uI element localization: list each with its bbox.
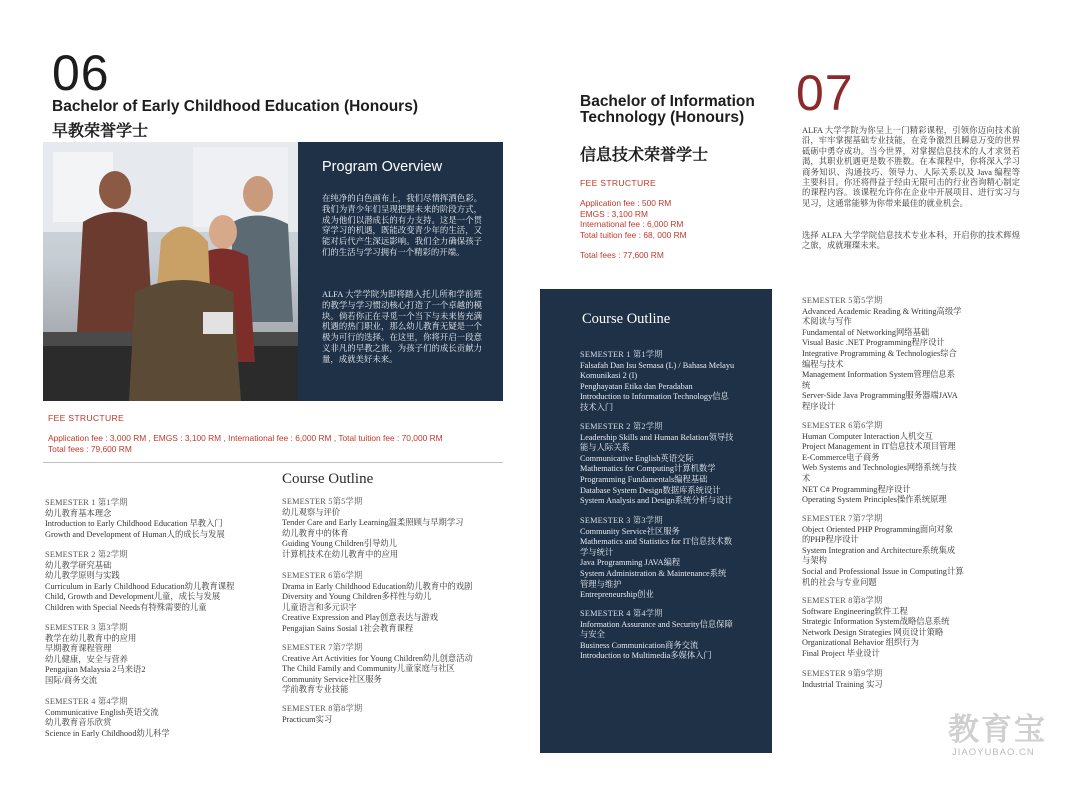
course-item: 幼儿教学研究基础	[45, 560, 112, 570]
semester-title: SEMESTER 2 第2学期	[45, 550, 128, 559]
course-item: Final Project 毕业设计	[802, 648, 880, 658]
course-item: Child, Growth and Development儿童，成长与发展	[45, 592, 221, 602]
course-item: Curriculum in Early Childhood Education幼儿教育课程	[45, 581, 235, 591]
program-overview-paragraph-2: ALFA 大学学院为即将踏入托儿所和学前班的教学与学习惯动核心打造了一个卓越的模块。倘若你正在寻觅一个当下与未来皆充满机遇的热门职业，那么幼儿教育无疑是一个极为可行的选择。在这里，你将开启一段意义非凡的早教之旅，为孩子们的成长贡献力量，成就美好未来。	[322, 290, 482, 364]
course-item: Community Service社区服务	[282, 674, 382, 684]
semester-title: SEMESTER 5第5学期	[282, 497, 363, 506]
semester-title: SEMESTER 8第8学期	[802, 596, 883, 605]
course-item: Network Design Strategies 网页设计策略	[802, 627, 944, 637]
course-item: Leadership Skills and Human Relation领导技	[580, 432, 734, 442]
course-item: System Analysis and Design系统分析与设计	[580, 496, 733, 506]
course-item: 的PHP程序设计	[802, 535, 859, 545]
course-item: 统	[802, 380, 811, 390]
it-course-outline-heading: Course Outline	[582, 311, 671, 327]
it-semester-3-block	[580, 516, 760, 601]
course-item: Pengajian Malaysia 2马来语2	[45, 665, 146, 675]
fee-line-1: Application fee : 3,000 RM , EMGS : 3,100 RM , International fee : 6,000 RM , Total tuition fee : 70,000 RM	[48, 433, 443, 443]
program-overview-box	[298, 142, 503, 401]
course-item: 国际/商务交流	[45, 675, 98, 685]
course-item: 幼儿教育音乐欣赏	[45, 718, 112, 728]
course-item: Fundamental of Networking网络基础	[802, 327, 930, 337]
semester-title: SEMESTER 6第6学期	[282, 571, 363, 580]
course-item: Social and Professional Issue in Computing计算	[802, 566, 964, 576]
watermark-logo	[948, 713, 1068, 765]
course-item: Advanced Academic Reading & Writing高级学	[802, 306, 962, 316]
course-item: Server-Side Java Programming服务器端JAVA	[802, 391, 958, 401]
course-item: Mathematics and Statistics for IT信息技术数	[580, 537, 733, 547]
semester-1-block	[45, 498, 275, 540]
it-intro-paragraph-2: 选择 ALFA 大学学院信息技术专业本科，开启你的技术辉煌之旅，成就璀璨未来。	[802, 231, 1020, 251]
course-item: 技术入门	[580, 402, 614, 412]
semester-2-block	[45, 550, 275, 614]
course-item: 学与统计	[580, 547, 614, 557]
degree-title-cn: 早教荣誉学士	[52, 123, 149, 140]
course-item: Communicative English英语交流	[45, 707, 159, 717]
semester-4-block	[45, 697, 275, 739]
it-fee-structure-label: FEE STRUCTURE	[580, 178, 656, 188]
course-item: Integrative Programming & Technologies综合	[802, 348, 957, 358]
semester-title: SEMESTER 9第9学期	[802, 669, 883, 678]
semester-title: SEMESTER 3 第3学期	[45, 623, 128, 632]
course-item: 程序设计	[802, 401, 836, 411]
semester-title: SEMESTER 3 第3学期	[580, 516, 663, 525]
it-degree-title-cn: 信息技术荣誉学士	[580, 147, 709, 164]
course-item: Communicative English英语交际	[580, 453, 694, 463]
semester-title: SEMESTER 1 第1学期	[580, 350, 663, 359]
course-item: System Administration & Maintenance系统	[580, 568, 727, 578]
course-item: Guiding Young Children引导幼儿	[282, 539, 398, 549]
course-item: Web Systems and Technologies网络系统与技	[802, 463, 957, 473]
it-semester-9-block	[802, 669, 992, 690]
course-item: Practicum实习	[282, 714, 333, 724]
course-item: 管理与维护	[580, 579, 622, 589]
course-item: Human Computer Interaction人机交互	[802, 431, 933, 441]
course-item: Project Management in IT信息技术项目管理	[802, 442, 956, 452]
course-item: Growth and Development of Human人的成长与发展	[45, 529, 225, 539]
course-item: 幼儿教育基本理念	[45, 508, 112, 518]
course-item: 与架构	[802, 556, 827, 566]
it-semester-7-block	[802, 514, 992, 588]
course-item: 术	[802, 473, 811, 483]
course-item: 计算机技术在幼儿教育中的应用	[282, 549, 399, 559]
semester-title: SEMESTER 6第6学期	[802, 421, 883, 430]
degree-title-en: Bachelor of Early Childhood Education (Honours)	[52, 98, 418, 115]
course-item: Software Engineering软件工程	[802, 606, 908, 616]
it-fee-line: EMGS : 3,100 RM	[580, 208, 648, 219]
course-item: Entrepreneurship创业	[580, 590, 654, 600]
course-item: Introduction to Multimedia多媒体入门	[580, 651, 712, 661]
it-course-outline-box	[540, 289, 772, 753]
semester-title: SEMESTER 4 第4学期	[580, 609, 663, 618]
semester-3-block	[45, 623, 275, 687]
course-item: Java Programming JAVA编程	[580, 558, 681, 568]
it-semester-8-block	[802, 596, 992, 660]
divider-line	[43, 462, 503, 463]
watermark-text-cn: 教育宝	[948, 712, 1047, 747]
course-item: Tender Care and Early Learning温柔照顾与早期学习	[282, 518, 464, 528]
it-semester-6-block	[802, 421, 992, 506]
semester-5-block	[282, 497, 507, 561]
course-item: 幼儿观察与评价	[282, 507, 341, 517]
semester-title: SEMESTER 8第8学期	[282, 704, 363, 713]
course-item: Children with Special Needs有特殊需要的儿童	[45, 602, 207, 612]
course-item: 幼儿教育中的体育	[282, 528, 349, 538]
it-fee-line: International fee : 6,000 RM	[580, 219, 684, 229]
course-item: 术阅读与写作	[802, 317, 852, 327]
course-item: Pengajian Sains Sosial 1社会教育课程	[282, 623, 414, 633]
course-item: The Child Family and Community儿童家庭与社区	[282, 664, 455, 674]
course-outline-heading: Course Outline	[282, 471, 374, 487]
course-item: 儿童语言和多元识字	[282, 602, 357, 612]
course-item: Strategic Information System战略信息系统	[802, 617, 950, 627]
course-item: Operating System Principles操作系统原理	[802, 495, 947, 505]
semester-title: SEMESTER 2 第2学期	[580, 422, 663, 431]
course-item: Science in Early Childhood幼儿科学	[45, 728, 170, 738]
page-number-07: 07	[796, 65, 854, 121]
course-item: Programming Fundamentals编程基础	[580, 474, 708, 484]
course-item: Mathematics for Computing计算机数学	[580, 464, 716, 474]
students-photo	[43, 142, 298, 401]
course-item: Information Assurance and Security信息保障	[580, 619, 733, 629]
course-item: Diversity and Young Children多样性与幼儿	[282, 592, 432, 602]
course-item: 早期教育课程管理	[45, 644, 112, 654]
course-item: Creative Art Activities for Young Children幼儿创意活动	[282, 653, 473, 663]
course-item: E-Commerce电子商务	[802, 452, 880, 462]
course-item: Object Oriented PHP Programming面向对象	[802, 524, 954, 534]
it-degree-title-line1: Bachelor of Information	[580, 93, 755, 110]
it-fee-line: Application fee : 500 RM	[580, 198, 672, 208]
course-item: NET C# Programming程序设计	[802, 484, 911, 494]
course-item: Falsafah Dan Isu Semasa (L) / Bahasa Melayu	[580, 360, 735, 370]
course-item: 幼儿教学原则与实践	[45, 571, 120, 581]
semester-7-block	[282, 643, 507, 696]
semester-8-block	[282, 704, 507, 725]
course-item: Community Service社区服务	[580, 526, 680, 536]
course-item: Komunikasi 2 (I)	[580, 371, 638, 381]
it-degree-title-line2: Technology (Honours)	[580, 109, 745, 126]
program-overview-heading: Program Overview	[322, 159, 443, 175]
course-item: 教学在幼儿教育中的应用	[45, 633, 137, 643]
course-item: Business Communication商务交流	[580, 640, 699, 650]
it-semester-5-block	[802, 296, 992, 413]
program-overview-paragraph-1: 在纯净的白色画布上，我们尽情挥洒色彩。我们为青少年们呈现把握未来的阶段方式，成为他们以潜成长的有力支持。这是一个贯穿学习的机遇，既能改变青少年的生活，又能对后代产生深远影响。我们全力确保孩子们的生活与学习拥有一个精彩的开端。	[322, 194, 482, 257]
course-item: Introduction to Information Technology信息	[580, 392, 729, 402]
course-item: 能与人际关系	[580, 443, 630, 453]
semester-title: SEMESTER 7第7学期	[282, 643, 363, 652]
course-item: Visual Basic .NET Programming程序设计	[802, 338, 945, 348]
course-item: Industrial Training 实习	[802, 679, 883, 689]
course-item: 与安全	[580, 630, 605, 640]
course-item: Introduction to Early Childhood Education 早教入门	[45, 519, 223, 529]
semester-6-block	[282, 571, 507, 635]
fee-total: Total fees : 79,600 RM	[48, 444, 132, 454]
semester-title: SEMESTER 1 第1学期	[45, 498, 128, 507]
course-item: Organizational Behavior 组织行为	[802, 638, 919, 648]
semester-title: SEMESTER 7第7学期	[802, 514, 883, 523]
course-item: 编程与技术	[802, 359, 844, 369]
it-fee-line: Total tuition fee : 68, 000 RM	[580, 229, 687, 240]
course-item: 学前教育专业技能	[282, 685, 349, 695]
course-item: Penghayatan Etika dan Peradaban	[580, 381, 693, 391]
course-item: 机的社会与专业问题	[802, 577, 877, 587]
it-semester-4-block	[580, 609, 760, 662]
semester-title: SEMESTER 4 第4学期	[45, 697, 128, 706]
course-item: Management Information System管理信息系	[802, 370, 956, 380]
course-item: Creative Expression and Play创意表达与游戏	[282, 613, 439, 623]
it-fee-total: Total fees : 77,600 RM	[580, 250, 664, 260]
it-intro-paragraph-1: ALFA 大学学院为你呈上一门精彩课程，引领你迈向技术前沿，牢牢掌握基础专业技能，在竞争激烈且瞬息万变的世界砥砺中勇夺成功。当今世界，对掌握信息技术的人才求贤若渴，其职业机遇更是数不胜数。在本课程中，你将深入学习商务知识、沟通技巧、领导力、人际关系以及 Java 编程等主要科目。你还将得益于经由无限可击的行业咨询精心制定的课程内容。该课程允许你在企业中开展项目、进行实习与见习，这通常能够为你带来最佳的就业机会。	[802, 126, 1020, 208]
watermark-text-en: JIAOYUBAO.CN	[952, 747, 1035, 758]
course-item: System Integration and Architecture系统集成	[802, 545, 956, 555]
it-semester-2-block	[580, 422, 760, 507]
page-number-06: 06	[52, 45, 110, 101]
course-item: 幼儿健康，安全与营养	[45, 654, 128, 664]
it-semester-1-block	[580, 350, 760, 414]
course-item: Drama in Early Childhood Education幼儿教育中的戏剧	[282, 581, 473, 591]
fee-structure-label: FEE STRUCTURE	[48, 413, 124, 423]
course-item: Database System Design数据库系统设计	[580, 485, 721, 495]
semester-title: SEMESTER 5第5学期	[802, 296, 883, 305]
